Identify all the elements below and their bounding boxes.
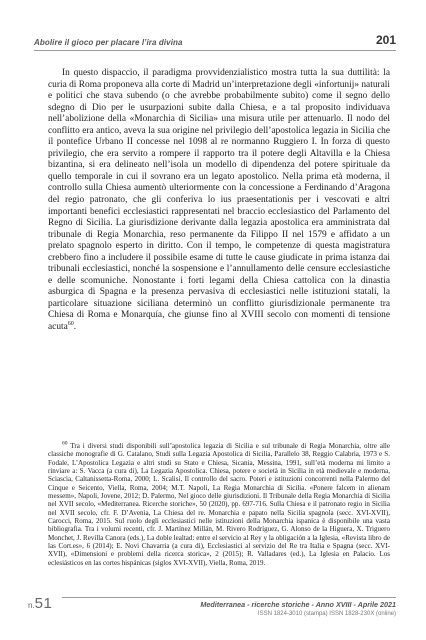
issn-line: ISSN 1824-3010 (stampa) ISSN 1828-230X (online) — [257, 611, 396, 617]
footnote-text: Tra i diversi studi disponibili sull’apostolica legazia di Sicilia e sul tribunale di Regia Monarchia, oltre alle classiche monografie di G. Catalano, Studi sulla Legazia Apostolica di Sicilia, Parallelo 38, Reggio Calabria, 1973 e S. Fodale, L’Apostolica Legazia e altri studi su Stato e Chiesa, Sicania, Messina, 1991, sull’età moderna mi limito a rinviare a: S. Vacca (a cura di), La Legazia Apostolica. Chiesa, potere e società in Sicilia in età medievale e moderna, Sciascia, Caltanissetta-Roma, 2000; L. Scalisi, Il controllo del sacro. Poteri e istituzioni concorrenti nella Palermo del Cinque e Seicento, Viella, Roma, 2004; M.T. Napoli, La Regia Monarchia di Sicilia. «Ponere falcem in alienam messem», Napoli, Jovene, 2012; D. Palermo, Nel gioco delle giurisdizioni. Il Tribunale della Regia Monarchia di Sicilia nel XVII secolo, «Mediterranea. Ricerche storiche», 50 (2020), pp. 697-716. Sulla Chiesa e il patronato regio in Sicilia nel XVII secolo, cfr. F. D’Avenia, La Chiesa del re. Monarchia e papato nella Sicilia spagnola (secc. XVI-XVII), Carocci, Roma, 2015. Sul ruolo degli ecclesiastici nelle istituzioni della Monarchia ispanica è disponibile una vasta bibliografia. Tra i volumi recenti, cfr. J. Martínez Millán, M. Rivero Rodríguez, G. Alonso de la Higuera, X. Triguero Monchet, J. Revilla Canora (eds.), La doble lealtad: entre el servicio al Rey y la obligación a la Iglesia, «Revista libro de las Cort.es», 6 (2014); E. Novi Chavarria (a cura di), Ecclesiastici al servizio del Re tra Italia e Spagna (secc. XVI-XVII), «Dimensioni e problemi della ricerca storica», 2 (2015); R. Valladares (ed.), La Iglesia en Palacio. Los eclesiásticos en las cortes hispánicas (siglos XVI-XVII), Viella, Roma, 2019. — [48, 442, 390, 567]
body-text — [48, 68, 390, 334]
footnote-paragraph — [48, 442, 390, 567]
page-number: 201 — [375, 33, 396, 47]
header-rule — [34, 50, 396, 51]
footnote-reference[interactable]: 60 — [67, 320, 74, 327]
page-header — [34, 33, 396, 47]
body-paragraph: In questo dispaccio, il paradigma provvidenzialistico mostra tutta la sua duttilità: la curia di Roma proponeva alla corte di Madrid un’interpretazione degli «infortunij» naturali e politici che stava subendo (o che avrebbe probabilmente subito) come il segno dello sdegno di Dio per le usurpazioni subite dalla Chiesa, e a tal proposito individuava nell’abolizione della «Monarchia di Sicilia» una misura utile per attenuarlo. Il nodo del conflitto era antico, aveva la sua origine nel privilegio dell’apostolica legazia in Sicilia che il pontefice Urbano II concesse nel 1098 al re normanno Ruggiero I. In forza di questo privilegio, che era servito a rompere il rapporto tra il potere degli Altavilla e la Chiesa bizantina, si era delineato nell’isola un modello di dipendenza del potere spirituale da quello temporale in cui il sovrano era un legato apostolico. Nella prima età moderna, il controllo sulla Chiesa aumentò ulteriormente con la concessione a Ferdinando d’Aragona del regio patronato, che gli conferiva lo ius praesentationis per i vescovati e altri importanti benefici ecclesiastici rappresentati nel braccio ecclesiastico del Parlamento del Regno di Sicilia. La giurisdizione derivante dalla legazia apostolica era amministrata dal tribunale di Regia Monarchia, reso permanente da Filippo II nel 1579 e affidato a un prelato spagnolo esperto in diritto. Con il tempo, le competenze di questa magistratura crebbero fino a includere il possibile esame di tutte le cause giudicate in prima istanza dai tribunali ecclesiastici, nonché la sospensione e l’annullamento delle censure ecclesiastiche e delle scomuniche. Nonostante i forti legami della Chiesa cattolica con la dinastia asburgica di Spagna e la presenza pervasiva di ecclesiastici nelle istituzioni statali, la particolare situazione siciliana determinò un conflitto giurisdizionale permanente tra Chiesa di Roma e Monarquía, che giunse fino al XVIII secolo con momenti di tensione acuta$^{60}$. — [48, 68, 390, 333]
footnote-number: 60 — [62, 440, 68, 447]
footer-rule — [62, 597, 396, 598]
page-footer — [28, 595, 396, 621]
issue-prefix: n. — [28, 601, 35, 610]
journal-line: Mediterranea - ricerche storiche - Anno XVIII - Aprile 2021 — [200, 600, 396, 609]
issue-number: 51 — [34, 595, 53, 612]
issue-mark — [28, 595, 52, 613]
footnote — [48, 442, 390, 567]
running-title: Abolire il gioco per placare l’ira divina — [34, 38, 183, 47]
paragraph-text: In questo dispaccio, il paradigma provvidenzialistico mostra tutta la sua duttilità: la curia di Roma proponeva alla corte di Madrid un’interpretazione degli «infortunij» naturali e politici che stava subendo (o che avrebbe probabilmente subito) come il segno dello sdegno di Dio per le usurpazioni subite dalla Chiesa, e a tal proposito individuava nell’abolizione della «Monarchia di Sicilia» una misura utile per attenuarlo. Il nodo del conflitto era antico, aveva la sua origine nel privilegio dell’apostolica legazia in Sicilia che il pontefice Urbano II concesse nel 1098 al re normanno Ruggiero I. In forza di questo privilegio, che era servito a rompere il rapporto tra il potere degli Altavilla e la Chiesa bizantina, si era delineato nell’isola un modello di dipendenza del potere spirituale da quello temporale in cui il sovrano era un legato apostolico. Nella prima età moderna, il controllo sulla Chiesa aumentò ulteriormente con la concessione a Ferdinando d’Aragona del regio patronato, che gli conferiva lo ius praesentationis per i vescovati e altri importanti benefici ecclesiastici rappresentati nel braccio ecclesiastico del Parlamento del Regno di Sicilia. La giurisdizione derivante dalla legazia apostolica era amministrata dal tribunale di Regia Monarchia, reso permanente da Filippo II nel 1579 e affidato a un prelato spagnolo esperto in diritto. Con il tempo, le competenze di questa magistratura crebbero fino a includere il possibile esame di tutte le cause giudicate in prima istanza dai tribunali ecclesiastici, nonché la sospensione e l’annullamento delle censure ecclesiastiche e delle scomuniche. Nonostante i forti legami della Chiesa cattolica con la dinastia asburgica di Spagna e la presenza pervasiva di ecclesiastici nelle istituzioni statali, la particolare situazione siciliana determinò un conflitto giurisdizionale permanente tra Chiesa di Roma e Monarquía, che giunse fino al XVIII secolo con momenti di tensione acuta — [48, 68, 390, 333]
